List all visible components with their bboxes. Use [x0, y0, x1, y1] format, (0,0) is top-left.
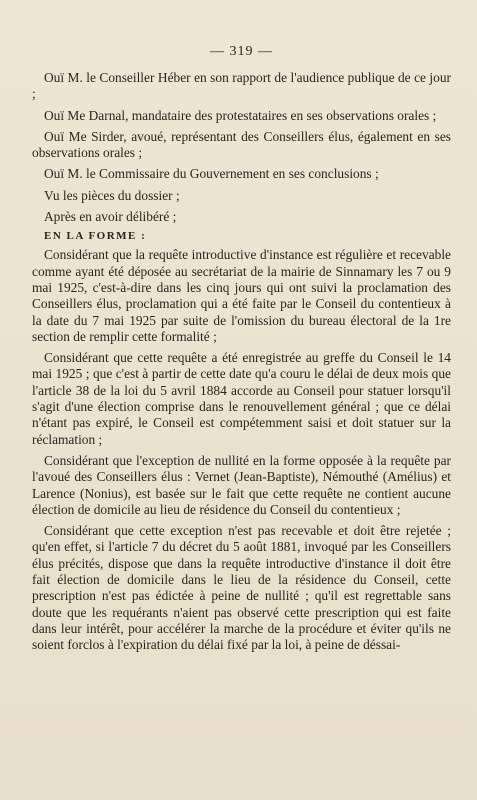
section-heading: EN LA FORME : — [44, 230, 147, 243]
paragraph-commissaire: Ouï M. le Commissaire du Gouvernement en ses conclusions ; — [44, 166, 379, 182]
paragraph-delibere: Après en avoir délibéré ; — [44, 209, 177, 225]
considerant-recevable: Considérant que la requête introductive d'instance est régulière et recevable comme ayant été déposée au secrétariat de la mairie de Sinnamary les 7 ou 9 mai 1925, c'est-à-dire dans les cinq jours qui ont suivi la proclamation des Conseillers élus, proclamation qui a été faite par le Conseil du contentieux à la date du 7 mai 1925 par suite de l'omission du bureau électoral de la 1re section de remplir cette formalité ; — [32, 247, 451, 344]
paragraph-sirder: Ouï Me Sirder, avoué, représentant des Conseillers élus, également en ses observations orales ; — [32, 128, 451, 161]
considerant-rejet: Considérant que cette exception n'est pas recevable et doit être rejetée ; qu'en effet, si l'article 7 du décret du 5 août 1881, invoqué par les Conseillers élus précités, dispose que dans la requête introductive d'instance il doit être fait élection de domicile dans le lieu de la résidence du Conseil, cette prescription n'est pas édictée à peine de nullité ; qu'il est regrettable sans doute que les requérants n'aient pas observé cette prescription qui est faite dans leur intérêt, pour accélérer la marche de la procédure et éviter qu'ils ne soient forclos à l'expiration du délai fixé par la loi, à peine de déssai- — [32, 523, 451, 653]
paragraph-pieces: Vu les pièces du dossier ; — [44, 187, 180, 203]
paragraph-darnal: Ouï Me Darnal, mandataire des protestataires en ses observations orales ; — [44, 107, 437, 123]
paragraph-rapport: Ouï M. le Conseiller Héber en son rapport de l'audience publique de ce jour ; — [32, 70, 451, 102]
considerant-exception: Considérant que l'exception de nullité en la forme opposée à la requête par l'avoué des Conseillers élus : Vernet (Jean-Baptiste), Némouthé (Amélius) et Larence (Nonius), est basée sur le fait que cette requête ne contient aucune élection de domicile au lieu de résidence du Conseil du contentieux ; — [32, 452, 451, 517]
considerant-greffe: Considérant que cette requête a été enregistrée au greffe du Conseil le 14 mai 1925 ; que c'est à partir de cette date qu'a couru le délai de deux mois que l'article 38 de la loi du 5 avril 1884 accorde au Conseil pour statuer lorsqu'il s'agit d'une élection comprise dans le renouvellement général ; que ce délai n'étant pas expiré, le Conseil est compétemment saisi et doit statuer sur la réclamation ; — [32, 350, 451, 447]
page-number: — 319 — — [210, 44, 273, 59]
